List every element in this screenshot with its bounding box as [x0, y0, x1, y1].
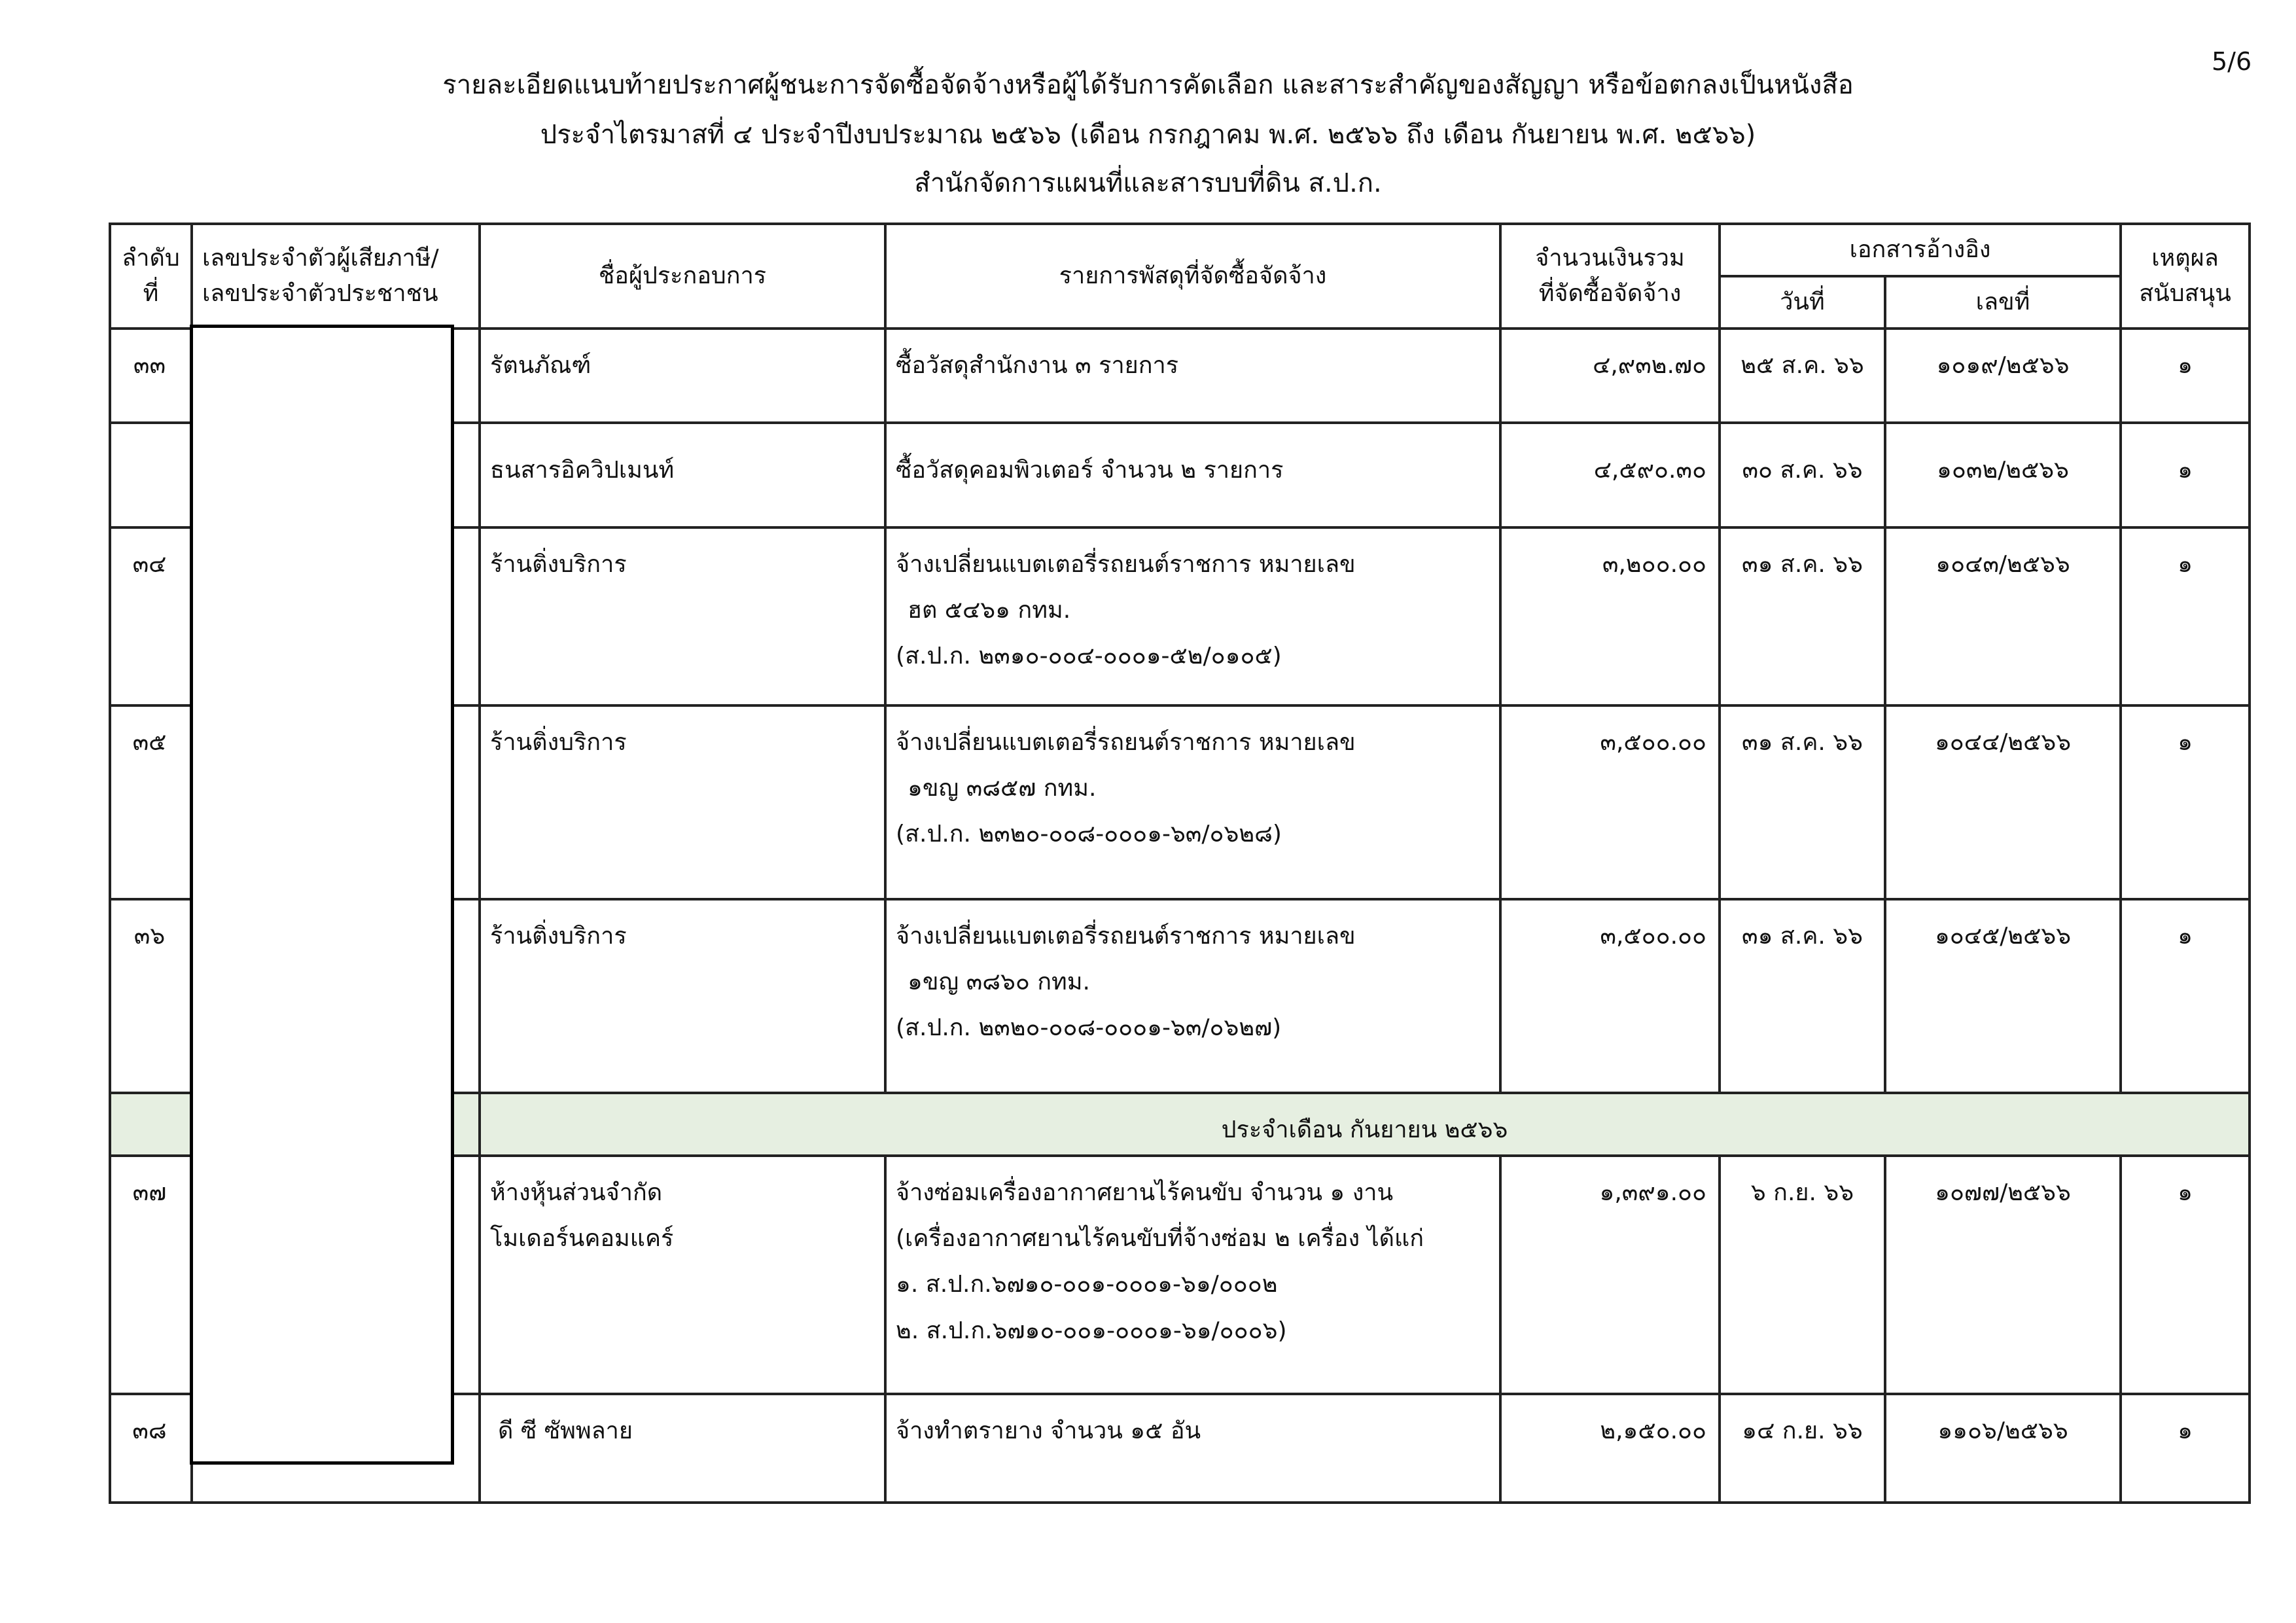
ref-date: ๒๕ ส.ค. ๖๖ [1740, 352, 1864, 379]
col-header-vendor: ชื่อผู้ประกอบการ [480, 224, 885, 329]
col-header-reason: เหตุผล สนับสนุน [2121, 224, 2250, 329]
reason: ๑ [2178, 1179, 2193, 1206]
item-description: ซื้อวัสดุคอมพิวเตอร์ จำนวน ๒ รายการ [896, 457, 1284, 484]
vendor-name: ห้างหุ้นส่วนจำกัด โมเดอร์นคอมแคร์ [490, 1179, 674, 1253]
amount: ๔,๕๙๐.๓๐ [1593, 457, 1706, 484]
col-header-reference: เอกสารอ้างอิง [1720, 224, 2121, 276]
ref-number: ๑๐๓๒/๒๕๖๖ [1937, 457, 2069, 484]
vendor-name: รัตนภัณฑ์ [490, 352, 592, 379]
row-index: ๓๖ [133, 923, 166, 950]
reason: ๑ [2178, 729, 2193, 756]
amount: ๓,๒๐๐.๐๐ [1602, 551, 1706, 578]
document-subtitle-period: ประจำไตรมาสที่ ๔ ประจำปีงบประมาณ ๒๕๖๖ (เดือน กรกฎาคม พ.ศ. ๒๕๖๖ ถึง เดือน กันยายน พ.ศ. ๒๕๖๖) [540, 120, 1756, 150]
ref-number: ๑๐๑๙/๒๕๖๖ [1936, 352, 2070, 379]
ref-date: ๖ ก.ย. ๖๖ [1750, 1179, 1854, 1206]
row-index: ๓๓ [133, 352, 166, 379]
reason: ๑ [2178, 1418, 2193, 1444]
ref-date: ๓๑ ส.ค. ๖๖ [1742, 551, 1863, 578]
reason: ๑ [2178, 551, 2193, 578]
col-header-items: รายการพัสดุที่จัดซื้อจัดจ้าง [885, 224, 1500, 329]
ref-number: ๑๐๔๓/๒๕๖๖ [1935, 551, 2070, 578]
amount: ๔,๙๓๒.๗๐ [1593, 352, 1706, 379]
ref-number: ๑๐๔๕/๒๕๖๖ [1934, 923, 2072, 950]
amount: ๓,๕๐๐.๐๐ [1600, 729, 1706, 756]
vendor-name: ร้านติ่งบริการ [490, 923, 627, 950]
document-subtitle-office: สำนักจัดการแผนที่และสารบบที่ดิน ส.ป.ก. [914, 168, 1382, 198]
redaction-box [190, 325, 454, 1465]
item-description: จ้างเปลี่ยนแบตเตอรี่รถยนต์ราชการ หมายเลข ฮต ๕๔๖๑ กทม. (ส.ป.ก. ๒๓๑๐-๐๐๔-๐๐๐๑-๕๒/๐๑๐๕) [896, 551, 1356, 670]
vendor-name: ดี ซี ซัพพลาย [498, 1418, 633, 1444]
page-number: 5/6 [2212, 47, 2252, 76]
item-description: จ้างทำตรายาง จำนวน ๑๕ อัน [896, 1418, 1201, 1444]
ref-number: ๑๐๗๗/๒๕๖๖ [1935, 1179, 2071, 1206]
reason: ๑ [2178, 457, 2193, 484]
col-header-taxid: เลขประจำตัวผู้เสียภาษี/ เลขประจำตัวประชาชน [192, 224, 480, 329]
table-header-row [110, 224, 2250, 276]
item-description: จ้างเปลี่ยนแบตเตอรี่รถยนต์ราชการ หมายเลข ๑ขญ ๓๘๕๗ กทม. (ส.ป.ก. ๒๓๒๐-๐๐๘-๐๐๐๑-๖๓/๐๖๒๘) [896, 729, 1356, 848]
item-description: จ้างเปลี่ยนแบตเตอรี่รถยนต์ราชการ หมายเลข ๑ขญ ๓๘๖๐ กทม. (ส.ป.ก. ๒๓๒๐-๐๐๘-๐๐๐๑-๖๓/๐๖๒๗) [896, 923, 1356, 1042]
row-index: ๓๗ [132, 1179, 167, 1206]
amount: ๑,๓๙๑.๐๐ [1599, 1179, 1706, 1206]
row-index: ๓๘ [132, 1418, 167, 1444]
ref-date: ๑๔ ก.ย. ๖๖ [1742, 1418, 1863, 1444]
ref-number: ๑๑๐๖/๒๕๖๖ [1937, 1418, 2068, 1444]
amount: ๒,๑๕๐.๐๐ [1600, 1418, 1706, 1444]
col-header-index: ลำดับ ที่ [110, 224, 192, 329]
ref-date: ๓๐ ส.ค. ๖๖ [1742, 457, 1863, 484]
reason: ๑ [2178, 352, 2193, 379]
col-header-number: เลขที่ [1885, 276, 2121, 329]
col-header-amount: จำนวนเงินรวม ที่จัดซื้อจัดจ้าง [1500, 224, 1720, 329]
item-description: จ้างซ่อมเครื่องอากาศยานไร้คนขับ จำนวน ๑ งาน (เครื่องอากาศยานไร้คนขับที่จ้างซ่อม ๒ เครื่อง ได้แก่ ๑. ส.ป.ก.๖๗๑๐-๐๐๑-๐๐๐๑-๖๑/๐๐๐๒ ๒. ส.ป.ก.๖๗๑๐-๐๐๑-๐๐๐๑-๖๑/๐๐๐๖) [896, 1179, 1424, 1344]
vendor-name: ร้านติ่งบริการ [490, 551, 627, 578]
reason: ๑ [2178, 923, 2193, 950]
row-index [111, 424, 190, 437]
vendor-name: ธนสารอิควิปเมนท์ [490, 457, 675, 484]
vendor-name: ร้านติ่งบริการ [490, 729, 627, 756]
row-index: ๓๔ [132, 551, 167, 578]
row-index: ๓๕ [132, 729, 167, 756]
amount: ๓,๕๐๐.๐๐ [1600, 923, 1706, 950]
document-title: รายละเอียดแนบท้ายประกาศผู้ชนะการจัดซื้อจัดจ้างหรือผู้ได้รับการคัดเลือก และสาระสำคัญของสัญญา หรือข้อตกลงเป็นหนังสือ [442, 70, 1854, 100]
ref-date: ๓๑ ส.ค. ๖๖ [1742, 923, 1863, 950]
month-label: ประจำเดือน กันยายน ๒๕๖๖ [1221, 1116, 1508, 1143]
col-header-date: วันที่ [1720, 276, 1885, 329]
ref-date: ๓๑ ส.ค. ๖๖ [1742, 729, 1863, 756]
item-description: ซื้อวัสดุสำนักงาน ๓ รายการ [896, 352, 1179, 379]
ref-number: ๑๐๔๔/๒๕๖๖ [1934, 729, 2072, 756]
